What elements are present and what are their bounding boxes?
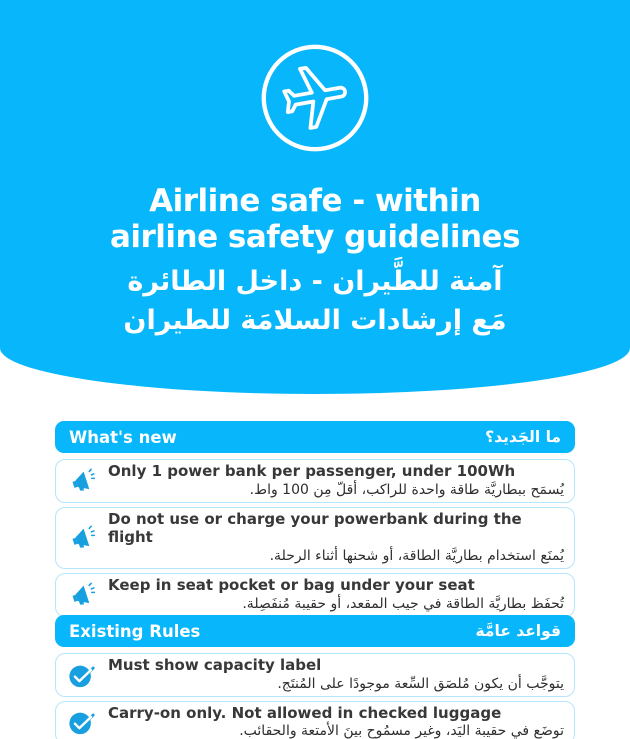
rule-text [108,576,574,614]
rule-english: Must show capacity label [108,656,322,674]
rule-text [108,656,574,694]
banner-title-english-line1: Airline safe - within [149,183,481,219]
verified-check-icon [56,661,108,689]
rule-english: Do not use or charge your powerbank during the flight [108,509,522,547]
rule-arabic: يُسمَح ببطاريَّة طاقة واحدة للراكب، أقلّ مِن 100 واط. [249,481,564,498]
rule-text [108,510,574,566]
whats-new-header [55,421,575,453]
megaphone-icon [56,581,108,608]
rule-arabic: توضَع في حقيبة اليَد، وغير مسمُوح بينَ الأمتعة والحقائب. [239,723,564,739]
rule-row-no-use-in-flight [55,507,575,569]
rule-english: Keep in seat pocket or bag under your seat [108,576,475,595]
rule-text [108,704,574,739]
rule-arabic: يتوجَّب أن يكون مُلصَق السِّعة موجودًا على المُنتَج. [277,675,564,692]
whats-new-title-arabic: ما الجَديد؟ [485,428,561,446]
existing-rules-title-english: Existing Rules [69,621,201,641]
rule-row-capacity-label [55,653,575,697]
rule-row-carry-on-only [55,701,575,739]
rule-arabic: تُحفَظ بطاريَّة الطاقة في جيب المقعد، أو حقيبة مُنفَصِلة. [242,595,564,612]
airplane-icon [257,40,373,160]
section-whats-new [55,421,575,621]
rule-row-power-bank-limit [55,459,575,503]
rule-row-seat-pocket [55,573,575,617]
rule-english: Only 1 power bank per passenger, under 100Wh [108,462,516,480]
rule-arabic: يُمنَع استخدام بطاريَّة الطاقة، أو شحنها أثناء الرحلة. [269,548,564,565]
existing-rules-title-arabic: قواعد عامَّة [475,622,561,640]
banner-title-arabic-line2: مَع إرشادات السلامَة للطيران [123,305,507,337]
banner-title-english [0,184,630,256]
section-existing-rules [55,615,575,739]
banner-title-arabic-line1: آمنة للطَّيران - داخل الطائرة [127,266,503,297]
rule-text [108,462,574,500]
banner-title-english-line2: airline safety guidelines [109,218,521,255]
rule-english: Carry-on only. Not allowed in checked luggage [108,703,502,722]
megaphone-icon [56,524,108,551]
verified-check-icon [56,708,108,736]
megaphone-icon [56,467,108,494]
whats-new-title-english: What's new [69,427,177,447]
existing-rules-header [55,615,575,647]
banner-title-arabic [0,262,630,340]
